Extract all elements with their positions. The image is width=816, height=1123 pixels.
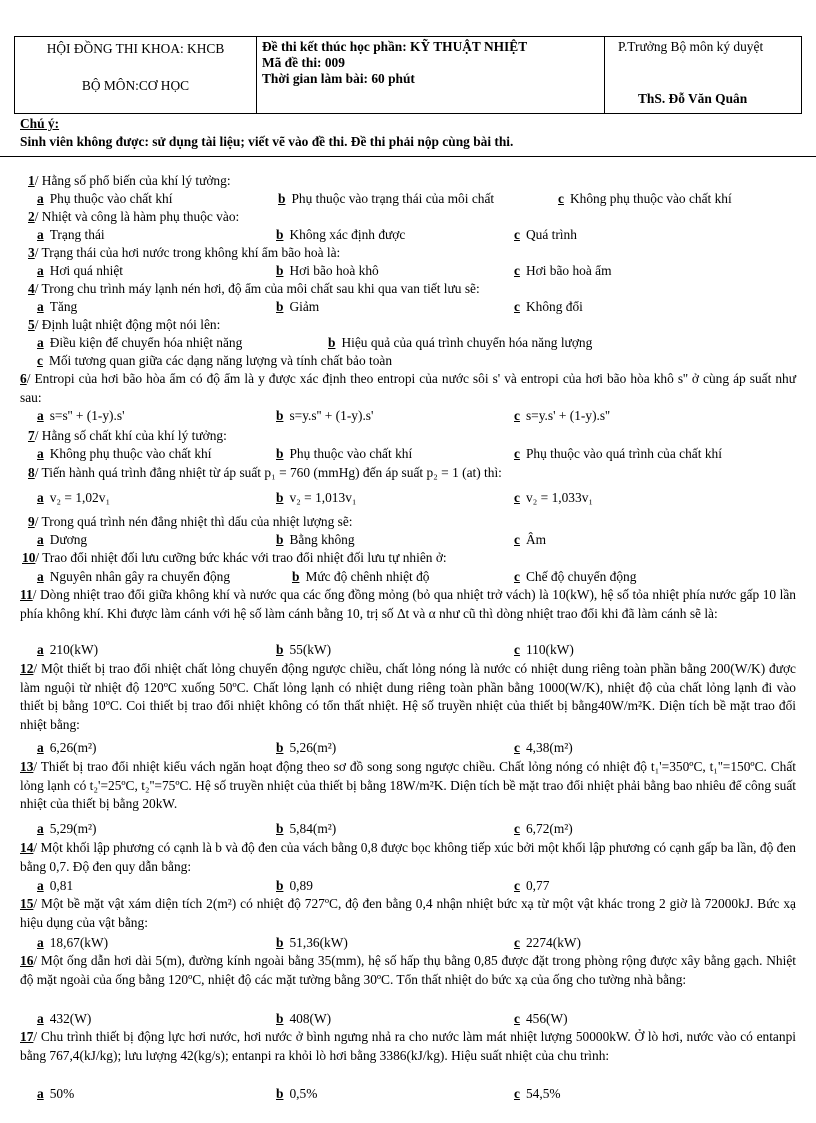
option-a[interactable]: a Nguyên nhân gây ra chuyển động: [37, 569, 231, 584]
option-c[interactable]: c Hơi bão hoà ẩm: [514, 263, 612, 278]
option-b[interactable]: b 5,84(m²): [276, 821, 337, 836]
question-1-stem: 1/ Hằng số phổ biến của khí lý tưởng:: [28, 173, 231, 188]
option-b[interactable]: b 0,5%: [276, 1086, 318, 1101]
question-4-stem: 4/ Trong chu trình máy lạnh nén hơi, độ ẩm của môi chất sau khi qua van tiết lưu sẽ:: [28, 281, 480, 296]
council-name: HỘI ĐỒNG THI KHOA: KHCB: [46, 41, 225, 56]
question-17-stem: 17/ Chu trình thiết bị động lực hơi nước, hơi nước ở bình ngưng nhả ra cho nước làm mát nhiệt lượng 50000kW. Ở lò hơi, nước vào có entanpi bằng 767,4(kJ/kg); lưu lượng 42(kg/s); entanpi ra khỏi lò hơi bằng 3386(kJ/kg). Hiệu suất nhiệt của chu trình:: [20, 1029, 796, 1063]
option-b[interactable]: b 408(W): [276, 1011, 332, 1026]
option-a[interactable]: a 210(kW): [37, 642, 99, 657]
option-a[interactable]: a v₂ = 1,02v₁: [37, 490, 111, 505]
question-14-stem: 14/ Một khối lập phương có cạnh là b và độ đen của vách bằng 0,8 được bọc không tiếp xúc bởi một khối lập phương có cạnh gấp ba lần, độ đen bằng 0,7. Độ đen quy dẫn bằng:: [20, 840, 796, 874]
header-exam-cell: [257, 37, 605, 114]
option-a[interactable]: a 0,81: [37, 878, 74, 893]
option-a[interactable]: a Không phụ thuộc vào chất khí: [37, 446, 212, 461]
question-2-stem: 2/ Nhiệt và công là hàm phụ thuộc vào:: [28, 209, 240, 224]
option-a[interactable]: a Tăng: [37, 299, 78, 314]
option-b[interactable]: b 5,26(m²): [276, 740, 337, 755]
option-b[interactable]: b Giảm: [276, 299, 320, 314]
option-b[interactable]: b Hiệu quả của quá trình chuyển hóa năng lượng: [328, 335, 593, 350]
option-b[interactable]: b Phụ thuộc vào trạng thái của môi chất: [278, 191, 495, 206]
question-3-stem: 3/ Trạng thái của hơi nước trong không khí ẩm bão hoà là:: [28, 245, 341, 260]
option-b[interactable]: b 55(kW): [276, 642, 332, 657]
option-a[interactable]: a 6,26(m²): [37, 740, 97, 755]
option-a[interactable]: a Hơi quá nhiệt: [37, 263, 123, 278]
exam-code: Mã đề thi: 009: [262, 55, 345, 70]
question-11-stem: 11/ Dòng nhiệt trao đổi giữa không khí và nước qua các ống đồng mỏng (bỏ qua nhiệt trở vách) là 10(kW), hệ số tỏa nhiệt phía nước gấp 10 lần phía không khí. Khi được làm cánh với hệ số làm cánh bằng 10, trị số Δt và α như cũ thì dòng nhiệt trao đổi khi đã làm cánh sẽ là:: [20, 587, 796, 621]
question-13-stem: 13/ Thiết bị trao đổi nhiệt kiểu vách ngăn hoạt động theo sơ đồ song song ngược chiều. Chất lỏng nóng có nhiệt độ t₁'=350ºC, t₁''=150ºC. Chất lỏng lạnh có t₂'=25ºC, t₂''=75ºC. Hệ số truyền nhiệt của thiết bị bằng 18W/m²K. Diện tích bề mặt trao đổi nhiệt phải bằng bao nhiêu để công suất nhiệt của thiết bị bằng 20kW.: [20, 759, 796, 811]
exam-note: [20, 115, 513, 151]
option-c[interactable]: c s=y.s' + (1-y).s'': [514, 408, 610, 423]
option-a[interactable]: a 5,29(m²): [37, 821, 97, 836]
option-b[interactable]: b Phụ thuộc vào chất khí: [276, 446, 413, 461]
option-c[interactable]: c 54,5%: [514, 1086, 561, 1101]
option-a[interactable]: a 18,67(kW): [37, 935, 109, 950]
question-7-stem: 7/ Hằng số chất khí của khí lý tưởng:: [28, 428, 227, 443]
approver-title: P.Trưởng Bộ môn ký duyệt: [618, 39, 764, 54]
question-16-stem: 16/ Một ống dẫn hơi dài 5(m), đường kính ngoài bằng 35(mm), hệ số hấp thụ bằng 0,85 được đặt trong phòng rộng được xây bằng gạch. Nhiệt độ mặt ngoài của ống bằng 120ºC, nhiệt độ các mặt tường bằng 30ºC. Tổn thất nhiệt do bức xạ của ống cho tường nhà bằng:: [20, 953, 796, 987]
option-a[interactable]: a Phụ thuộc vào chất khí: [37, 191, 173, 206]
exam-duration: Thời gian làm bài: 60 phút: [262, 71, 415, 86]
question-5-stem: 5/ Định luật nhiệt động một nói lên:: [28, 317, 221, 332]
option-b[interactable]: b Không xác định được: [276, 227, 406, 242]
header-approval-cell: [605, 37, 802, 114]
approver-name: ThS. Đỗ Văn Quân: [638, 91, 748, 106]
exam-title: Đề thi kết thúc học phần: KỸ THUẬT NHIỆT: [262, 39, 528, 54]
option-c[interactable]: c Không phụ thuộc vào chất khí: [558, 191, 732, 206]
question-15-stem: 15/ Một bề mặt vật xám diện tích 2(m²) có nhiệt độ 727ºC, độ đen bằng 0,4 nhận nhiệt bức xạ từ một vật khác trong 2 giờ là 72000kJ. Bức xạ hiệu dụng của vật bằng:: [20, 896, 796, 930]
option-a[interactable]: a Dương: [37, 532, 88, 547]
option-a[interactable]: a 50%: [37, 1086, 75, 1101]
option-b[interactable]: b v₂ = 1,013v₁: [276, 490, 357, 505]
option-b[interactable]: b s=y.s'' + (1-y).s': [276, 408, 374, 423]
note-title: Chú ý:: [20, 116, 60, 131]
department-name: BỘ MÔN:CƠ HỌC: [81, 78, 190, 93]
option-b[interactable]: b Bằng không: [276, 532, 355, 547]
option-c[interactable]: c 110(kW): [514, 642, 574, 657]
note-text: Sinh viên không được: sử dụng tài liệu; viết vẽ vào đề thi. Đề thi phải nộp cùng bài thi.: [20, 134, 514, 149]
option-c[interactable]: c 2274(kW): [514, 935, 581, 950]
header-divider: [0, 156, 816, 157]
option-c[interactable]: c 6,72(m²): [514, 821, 573, 836]
option-a[interactable]: a Trạng thái: [37, 227, 105, 242]
option-a[interactable]: a 432(W): [37, 1011, 92, 1026]
option-c[interactable]: c Quá trình: [514, 227, 577, 242]
option-a[interactable]: a s=s'' + (1-y).s': [37, 408, 125, 423]
option-c[interactable]: c 0,77: [514, 878, 550, 893]
exam-header-table: [14, 36, 802, 114]
option-c[interactable]: c 456(W): [514, 1011, 568, 1026]
option-c[interactable]: c v₂ = 1,033v₁: [514, 490, 594, 505]
option-c[interactable]: c Phụ thuộc vào quá trình của chất khí: [514, 446, 722, 461]
question-10-stem: 10/ Trao đổi nhiệt đối lưu cưỡng bức khác với trao đổi nhiệt đối lưu tự nhiên ở:: [22, 550, 447, 565]
option-b[interactable]: b Hơi bão hoà khô: [276, 263, 379, 278]
option-c[interactable]: c 4,38(m²): [514, 740, 573, 755]
option-c[interactable]: c Chế độ chuyển động: [514, 569, 637, 584]
option-c[interactable]: c Không đổi: [514, 299, 583, 314]
option-c[interactable]: c Âm: [514, 532, 547, 547]
option-b[interactable]: b 0,89: [276, 878, 313, 893]
header-department-cell: [15, 37, 257, 114]
question-8-stem: 8/ Tiến hành quá trình đẳng nhiệt từ áp suất p₁ = 760 (mmHg) đến áp suất p₂ = 1 (at) thì:: [28, 465, 502, 480]
option-b[interactable]: b Mức độ chênh nhiệt độ: [292, 569, 430, 584]
question-9-stem: 9/ Trong quá trình nén đẳng nhiệt thì dấu của nhiệt lượng sẽ:: [28, 514, 353, 529]
option-c[interactable]: c Mối tương quan giữa các dạng năng lượng và tính chất bảo toàn: [37, 353, 393, 368]
option-b[interactable]: b 51,36(kW): [276, 935, 348, 950]
question-6-stem: 6/ Entropi của hơi bão hòa ẩm có độ ẩm là y được xác định theo entropi của nước sôi s' và entropi của hơi bão hòa khô s'' ở cùng áp suất như sau:: [20, 371, 796, 405]
option-a[interactable]: a Điều kiện để chuyển hóa nhiệt năng: [37, 335, 243, 350]
question-12-stem: 12/ Một thiết bị trao đổi nhiệt chất lỏng chuyển động ngược chiều, chất lỏng nóng là nước có nhiệt dung riêng toàn phần bằng 200(W/K) được làm nguội từ nhiệt độ 120ºC xuống 50ºC. Chất lỏng lạnh có nhiệt dung riêng toàn phần bằng 1000(W/K), nhiệt độ của chất lỏng lạnh đi vào thiết bị bằng 10ºC. Coi thiết bị trao đổi nhiệt không có tổn thất nhiệt. Hệ số truyền nhiệt của thiết bị bằng40W/m²K. Diện tích bề mặt trao đổi nhiệt bằng:: [20, 661, 796, 732]
